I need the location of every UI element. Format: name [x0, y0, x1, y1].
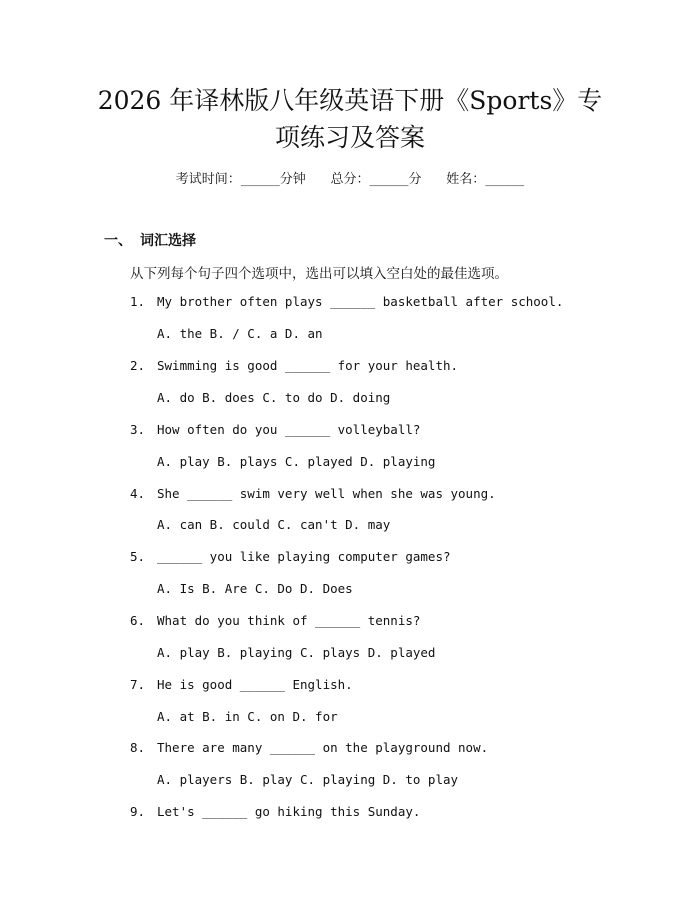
title-line-1: 2026 年译林版八年级英语下册《Sports》专: [97, 86, 603, 115]
question-number: 8.: [130, 740, 146, 755]
question-3-options: A. play B. plays C. played D. playing: [157, 454, 436, 469]
question-6: [130, 613, 420, 628]
question-text: There are many ______ on the playground now.: [157, 740, 489, 755]
question-text: My brother often plays ______ basketball after school.: [157, 294, 564, 309]
question-1-options: A. the B. / C. a D. an: [157, 326, 323, 341]
question-number: 4.: [130, 486, 146, 501]
question-2-options: A. do B. does C. to do D. doing: [157, 390, 391, 405]
question-text: What do you think of ______ tennis?: [157, 613, 421, 628]
question-number: 9.: [130, 804, 146, 819]
question-number: 3.: [130, 422, 146, 437]
section-instruction: 从下列每个句子四个选项中，选出可以填入空白处的最佳选项。: [130, 266, 508, 282]
question-5-options: A. Is B. Are C. Do D. Does: [157, 581, 353, 596]
question-text: ______ you like playing computer games?: [157, 549, 451, 564]
question-5: [130, 549, 451, 564]
question-2: [130, 358, 458, 373]
question-7: [130, 677, 353, 692]
section-heading: [104, 230, 196, 250]
title-line-2: 项练习及答案: [274, 123, 425, 152]
question-number: 6.: [130, 613, 146, 628]
document-title: [90, 82, 610, 156]
section-number: 一、: [104, 233, 132, 249]
question-6-options: A. play B. playing C. plays D. played: [157, 645, 436, 660]
question-7-options: A. at B. in C. on D. for: [157, 709, 338, 724]
question-8-options: A. players B. play C. playing D. to play: [157, 772, 459, 787]
question-number: 1.: [130, 294, 146, 309]
question-number: 7.: [130, 677, 146, 692]
question-number: 2.: [130, 358, 146, 373]
question-text: He is good ______ English.: [157, 677, 353, 692]
question-9: [130, 804, 420, 819]
question-text: Let's ______ go hiking this Sunday.: [157, 804, 421, 819]
question-number: 5.: [130, 549, 146, 564]
question-text: Swimming is good ______ for your health.: [157, 358, 459, 373]
section-title: 词汇选择: [140, 233, 196, 249]
question-8: [130, 740, 488, 755]
question-text: She ______ swim very well when she was young.: [157, 486, 496, 501]
question-3: [130, 422, 420, 437]
question-text: How often do you ______ volleyball?: [157, 422, 421, 437]
question-1: [130, 294, 563, 309]
exam-info-line: 考试时间：______分钟 总分：______分 姓名：______: [175, 172, 525, 187]
question-4: [130, 486, 496, 501]
question-4-options: A. can B. could C. can't D. may: [157, 517, 391, 532]
